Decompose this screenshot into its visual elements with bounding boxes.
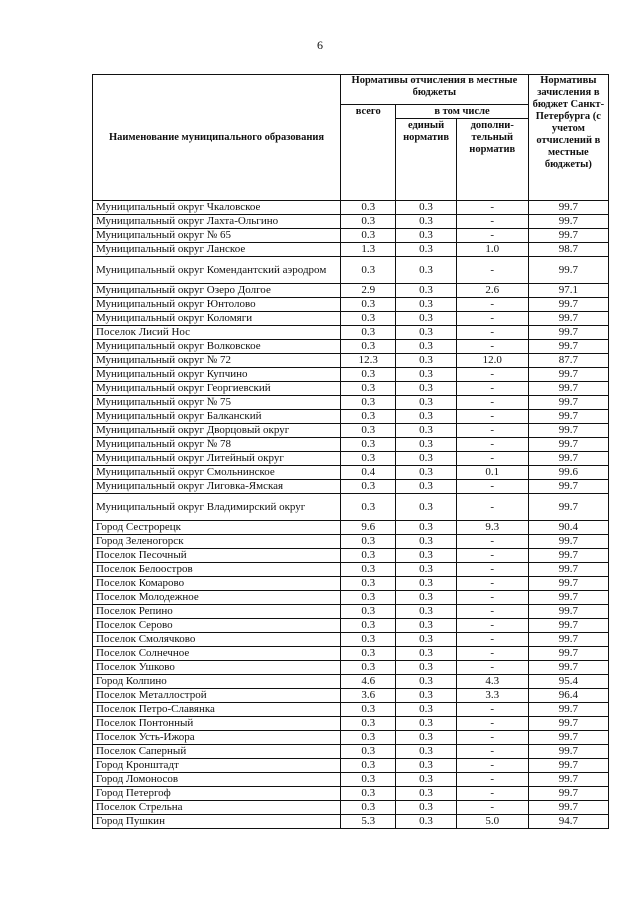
single-norm-value: 0.3	[396, 549, 456, 563]
total-value: 0.3	[341, 661, 396, 675]
municipality-name: Город Кронштадт	[93, 759, 341, 773]
additional-norm-value: -	[456, 703, 528, 717]
total-value: 0.3	[341, 201, 396, 215]
single-norm-value: 0.3	[396, 354, 456, 368]
single-norm-value: 0.3	[396, 563, 456, 577]
municipality-name: Муниципальный округ Литейный округ	[93, 452, 341, 466]
additional-norm-value: -	[456, 438, 528, 452]
table-row	[93, 717, 609, 731]
spb-norm-value: 99.7	[528, 298, 608, 312]
total-value: 5.3	[341, 815, 396, 829]
spb-norm-value: 99.7	[528, 312, 608, 326]
additional-norm-value: 4.3	[456, 675, 528, 689]
table-row	[93, 745, 609, 759]
municipality-name: Поселок Ушково	[93, 661, 341, 675]
total-value: 0.3	[341, 340, 396, 354]
total-value: 0.3	[341, 577, 396, 591]
table-row	[93, 215, 609, 229]
spb-norm-value: 96.4	[528, 689, 608, 703]
single-norm-value: 0.3	[396, 745, 456, 759]
total-value: 0.3	[341, 731, 396, 745]
single-norm-value: 0.3	[396, 410, 456, 424]
total-value: 0.3	[341, 605, 396, 619]
municipality-name: Муниципальный округ Лиговка-Ямская	[93, 480, 341, 494]
single-norm-value: 0.3	[396, 298, 456, 312]
municipality-name: Муниципальный округ Озеро Долгое	[93, 284, 341, 298]
single-norm-value: 0.3	[396, 801, 456, 815]
header-local-budgets: Нормативы отчисления в местные бюджеты	[341, 75, 529, 105]
total-value: 0.3	[341, 563, 396, 577]
single-norm-value: 0.3	[396, 815, 456, 829]
table-row	[93, 773, 609, 787]
total-value: 0.3	[341, 257, 396, 284]
header-including: в том числе	[396, 105, 528, 119]
single-norm-value: 0.3	[396, 466, 456, 480]
additional-norm-value: -	[456, 619, 528, 633]
header-additional: дополни- тельный норматив	[456, 119, 528, 201]
total-value: 0.3	[341, 396, 396, 410]
page-number: 6	[317, 38, 323, 52]
additional-norm-value: -	[456, 257, 528, 284]
single-norm-value: 0.3	[396, 382, 456, 396]
spb-norm-value: 99.7	[528, 229, 608, 243]
municipality-name: Муниципальный округ Волковское	[93, 340, 341, 354]
spb-norm-value: 99.7	[528, 201, 608, 215]
spb-norm-value: 99.7	[528, 368, 608, 382]
total-value: 0.3	[341, 759, 396, 773]
single-norm-value: 0.3	[396, 787, 456, 801]
spb-norm-value: 99.7	[528, 717, 608, 731]
municipality-name: Город Колпино	[93, 675, 341, 689]
single-norm-value: 0.3	[396, 521, 456, 535]
table-row	[93, 354, 609, 368]
additional-norm-value: 2.6	[456, 284, 528, 298]
additional-norm-value: -	[456, 396, 528, 410]
additional-norm-value: -	[456, 452, 528, 466]
spb-norm-value: 99.7	[528, 591, 608, 605]
total-value: 0.3	[341, 703, 396, 717]
total-value: 0.3	[341, 229, 396, 243]
municipality-name: Муниципальный округ Ланское	[93, 243, 341, 257]
table-row	[93, 521, 609, 535]
single-norm-value: 0.3	[396, 215, 456, 229]
total-value: 0.3	[341, 647, 396, 661]
spb-norm-value: 99.7	[528, 382, 608, 396]
single-norm-value: 0.3	[396, 326, 456, 340]
total-value: 0.3	[341, 410, 396, 424]
total-value: 3.6	[341, 689, 396, 703]
table-row	[93, 382, 609, 396]
additional-norm-value: -	[456, 801, 528, 815]
additional-norm-value: -	[456, 382, 528, 396]
additional-norm-value: -	[456, 535, 528, 549]
total-value: 0.3	[341, 438, 396, 452]
total-value: 0.3	[341, 298, 396, 312]
spb-norm-value: 99.7	[528, 605, 608, 619]
table-row	[93, 787, 609, 801]
municipality-name: Поселок Молодежное	[93, 591, 341, 605]
table-row	[93, 801, 609, 815]
municipality-name: Муниципальный округ Георгиевский	[93, 382, 341, 396]
additional-norm-value: -	[456, 661, 528, 675]
total-value: 0.3	[341, 801, 396, 815]
table-row	[93, 326, 609, 340]
total-value: 0.3	[341, 745, 396, 759]
additional-norm-value: -	[456, 368, 528, 382]
municipality-name: Муниципальный округ Чкаловское	[93, 201, 341, 215]
municipality-name: Поселок Комарово	[93, 577, 341, 591]
additional-norm-value: 3.3	[456, 689, 528, 703]
header-single: единый норматив	[396, 119, 456, 201]
additional-norm-value: -	[456, 215, 528, 229]
single-norm-value: 0.3	[396, 605, 456, 619]
additional-norm-value: -	[456, 563, 528, 577]
table-row	[93, 424, 609, 438]
municipality-name: Город Сестрорецк	[93, 521, 341, 535]
table-row	[93, 619, 609, 633]
spb-norm-value: 99.7	[528, 563, 608, 577]
municipality-name: Поселок Металлострой	[93, 689, 341, 703]
spb-norm-value: 99.7	[528, 535, 608, 549]
table-row	[93, 201, 609, 215]
municipality-name: Муниципальный округ Комендантский аэродром	[93, 257, 341, 284]
additional-norm-value: -	[456, 731, 528, 745]
total-value: 0.3	[341, 535, 396, 549]
total-value: 0.3	[341, 452, 396, 466]
total-value: 0.3	[341, 549, 396, 563]
table-header	[93, 75, 609, 201]
single-norm-value: 0.3	[396, 619, 456, 633]
table-row	[93, 340, 609, 354]
municipality-name: Поселок Лисий Нос	[93, 326, 341, 340]
municipality-name: Муниципальный округ Балканский	[93, 410, 341, 424]
municipality-name: Поселок Белоостров	[93, 563, 341, 577]
table-row	[93, 452, 609, 466]
single-norm-value: 0.3	[396, 591, 456, 605]
additional-norm-value: -	[456, 577, 528, 591]
spb-norm-value: 98.7	[528, 243, 608, 257]
spb-norm-value: 99.7	[528, 549, 608, 563]
total-value: 0.3	[341, 326, 396, 340]
single-norm-value: 0.3	[396, 340, 456, 354]
spb-norm-value: 99.7	[528, 452, 608, 466]
spb-norm-value: 99.7	[528, 801, 608, 815]
municipality-name: Поселок Репино	[93, 605, 341, 619]
single-norm-value: 0.3	[396, 201, 456, 215]
spb-norm-value: 99.7	[528, 661, 608, 675]
single-norm-value: 0.3	[396, 633, 456, 647]
spb-norm-value: 99.7	[528, 257, 608, 284]
single-norm-value: 0.3	[396, 717, 456, 731]
additional-norm-value: -	[456, 549, 528, 563]
table-row	[93, 243, 609, 257]
header-name: Наименование муниципального образования	[93, 75, 341, 201]
table-row	[93, 633, 609, 647]
municipality-name: Поселок Песочный	[93, 549, 341, 563]
table-row	[93, 438, 609, 452]
additional-norm-value: 12.0	[456, 354, 528, 368]
table-body	[93, 201, 609, 829]
spb-norm-value: 99.7	[528, 410, 608, 424]
spb-norm-value: 99.7	[528, 703, 608, 717]
additional-norm-value: -	[456, 326, 528, 340]
single-norm-value: 0.3	[396, 773, 456, 787]
additional-norm-value: -	[456, 229, 528, 243]
spb-norm-value: 99.7	[528, 480, 608, 494]
total-value: 0.3	[341, 591, 396, 605]
spb-norm-value: 99.7	[528, 340, 608, 354]
table-row	[93, 368, 609, 382]
spb-norm-value: 99.7	[528, 215, 608, 229]
additional-norm-value: -	[456, 312, 528, 326]
total-value: 0.3	[341, 480, 396, 494]
table-row	[93, 549, 609, 563]
single-norm-value: 0.3	[396, 424, 456, 438]
single-norm-value: 0.3	[396, 312, 456, 326]
total-value: 0.3	[341, 619, 396, 633]
spb-norm-value: 99.7	[528, 633, 608, 647]
table-row	[93, 703, 609, 717]
table-row	[93, 591, 609, 605]
table-row	[93, 298, 609, 312]
total-value: 0.3	[341, 633, 396, 647]
additional-norm-value: -	[456, 410, 528, 424]
additional-norm-value: 0.1	[456, 466, 528, 480]
additional-norm-value: 5.0	[456, 815, 528, 829]
table-row	[93, 577, 609, 591]
spb-norm-value: 99.7	[528, 773, 608, 787]
municipality-name: Муниципальный округ Владимирский округ	[93, 494, 341, 521]
additional-norm-value: -	[456, 494, 528, 521]
spb-norm-value: 99.7	[528, 577, 608, 591]
single-norm-value: 0.3	[396, 494, 456, 521]
spb-norm-value: 97.1	[528, 284, 608, 298]
total-value: 1.3	[341, 243, 396, 257]
municipality-name: Поселок Смолячково	[93, 633, 341, 647]
additional-norm-value: -	[456, 480, 528, 494]
total-value: 12.3	[341, 354, 396, 368]
spb-norm-value: 95.4	[528, 675, 608, 689]
single-norm-value: 0.3	[396, 647, 456, 661]
additional-norm-value: -	[456, 591, 528, 605]
total-value: 0.3	[341, 424, 396, 438]
single-norm-value: 0.3	[396, 675, 456, 689]
table-row	[93, 815, 609, 829]
municipality-name: Город Ломоносов	[93, 773, 341, 787]
table-row	[93, 494, 609, 521]
spb-norm-value: 99.7	[528, 438, 608, 452]
spb-norm-value: 99.7	[528, 494, 608, 521]
total-value: 0.3	[341, 382, 396, 396]
table-row	[93, 689, 609, 703]
municipality-name: Поселок Солнечное	[93, 647, 341, 661]
additional-norm-value: -	[456, 298, 528, 312]
municipality-name: Муниципальный округ № 75	[93, 396, 341, 410]
spb-norm-value: 99.7	[528, 396, 608, 410]
spb-norm-value: 99.7	[528, 745, 608, 759]
single-norm-value: 0.3	[396, 731, 456, 745]
additional-norm-value: -	[456, 717, 528, 731]
table-row	[93, 480, 609, 494]
spb-norm-value: 99.7	[528, 647, 608, 661]
municipality-name: Поселок Усть-Ижора	[93, 731, 341, 745]
table-row	[93, 661, 609, 675]
total-value: 9.6	[341, 521, 396, 535]
single-norm-value: 0.3	[396, 703, 456, 717]
single-norm-value: 0.3	[396, 689, 456, 703]
spb-norm-value: 99.7	[528, 787, 608, 801]
municipality-name: Город Петергоф	[93, 787, 341, 801]
total-value: 0.3	[341, 368, 396, 382]
spb-norm-value: 99.7	[528, 424, 608, 438]
municipality-name: Муниципальный округ Лахта-Ольгино	[93, 215, 341, 229]
spb-norm-value: 99.6	[528, 466, 608, 480]
single-norm-value: 0.3	[396, 759, 456, 773]
single-norm-value: 0.3	[396, 577, 456, 591]
additional-norm-value: 1.0	[456, 243, 528, 257]
total-value: 0.3	[341, 717, 396, 731]
table-row	[93, 312, 609, 326]
additional-norm-value: -	[456, 424, 528, 438]
table-row	[93, 257, 609, 284]
additional-norm-value: -	[456, 787, 528, 801]
additional-norm-value: -	[456, 759, 528, 773]
total-value: 4.6	[341, 675, 396, 689]
additional-norm-value: -	[456, 647, 528, 661]
municipality-name: Поселок Понтонный	[93, 717, 341, 731]
total-value: 0.3	[341, 312, 396, 326]
single-norm-value: 0.3	[396, 452, 456, 466]
additional-norm-value: -	[456, 605, 528, 619]
municipality-name: Муниципальный округ Юнтолово	[93, 298, 341, 312]
total-value: 2.9	[341, 284, 396, 298]
table-row	[93, 284, 609, 298]
single-norm-value: 0.3	[396, 396, 456, 410]
spb-norm-value: 99.7	[528, 619, 608, 633]
additional-norm-value: -	[456, 745, 528, 759]
municipality-name: Поселок Стрельна	[93, 801, 341, 815]
municipality-name: Город Пушкин	[93, 815, 341, 829]
single-norm-value: 0.3	[396, 229, 456, 243]
table-row	[93, 396, 609, 410]
single-norm-value: 0.3	[396, 257, 456, 284]
municipality-name: Поселок Петро-Славянка	[93, 703, 341, 717]
single-norm-value: 0.3	[396, 438, 456, 452]
single-norm-value: 0.3	[396, 243, 456, 257]
municipality-name: Поселок Саперный	[93, 745, 341, 759]
total-value: 0.3	[341, 787, 396, 801]
table-row	[93, 535, 609, 549]
header-spb: Нормативы зачисления в бюджет Санкт-Петербурга (с учетом отчислений в местные бюджеты)	[528, 75, 608, 201]
municipality-name: Муниципальный округ № 65	[93, 229, 341, 243]
total-value: 0.4	[341, 466, 396, 480]
total-value: 0.3	[341, 773, 396, 787]
municipality-name: Муниципальный округ Дворцовый округ	[93, 424, 341, 438]
table-row	[93, 759, 609, 773]
table-row	[93, 410, 609, 424]
spb-norm-value: 90.4	[528, 521, 608, 535]
additional-norm-value: 9.3	[456, 521, 528, 535]
budget-norms-table	[92, 74, 609, 829]
municipality-name: Муниципальный округ Купчино	[93, 368, 341, 382]
single-norm-value: 0.3	[396, 480, 456, 494]
additional-norm-value: -	[456, 633, 528, 647]
municipality-name: Муниципальный округ Коломяги	[93, 312, 341, 326]
table-row	[93, 229, 609, 243]
additional-norm-value: -	[456, 340, 528, 354]
table-row	[93, 563, 609, 577]
table-row	[93, 647, 609, 661]
total-value: 0.3	[341, 494, 396, 521]
municipality-name: Муниципальный округ № 72	[93, 354, 341, 368]
additional-norm-value: -	[456, 773, 528, 787]
total-value: 0.3	[341, 215, 396, 229]
table-row	[93, 731, 609, 745]
table-row	[93, 675, 609, 689]
spb-norm-value: 99.7	[528, 759, 608, 773]
spb-norm-value: 99.7	[528, 326, 608, 340]
header-total: всего	[341, 105, 396, 201]
table-row	[93, 605, 609, 619]
single-norm-value: 0.3	[396, 661, 456, 675]
single-norm-value: 0.3	[396, 368, 456, 382]
single-norm-value: 0.3	[396, 284, 456, 298]
municipality-name: Муниципальный округ Смольнинское	[93, 466, 341, 480]
spb-norm-value: 87.7	[528, 354, 608, 368]
municipality-name: Поселок Серово	[93, 619, 341, 633]
municipality-name: Муниципальный округ № 78	[93, 438, 341, 452]
municipality-name: Город Зеленогорск	[93, 535, 341, 549]
single-norm-value: 0.3	[396, 535, 456, 549]
spb-norm-value: 94.7	[528, 815, 608, 829]
table-row	[93, 466, 609, 480]
spb-norm-value: 99.7	[528, 731, 608, 745]
additional-norm-value: -	[456, 201, 528, 215]
